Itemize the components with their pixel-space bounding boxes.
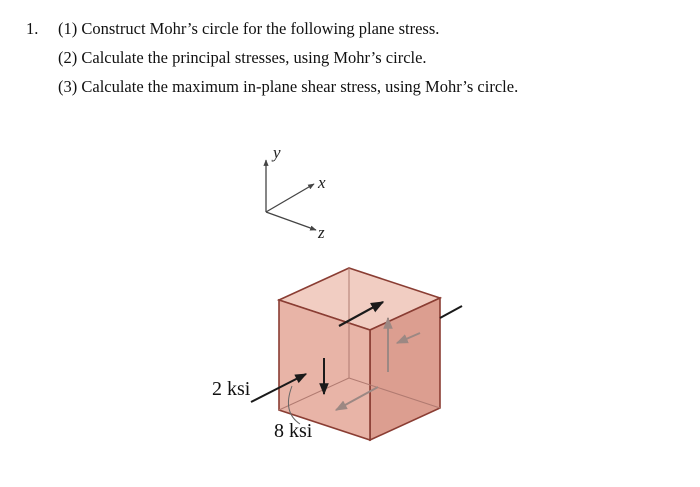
shear-stress-label: 8 ksi (274, 420, 313, 442)
stress-cube (279, 268, 440, 440)
problem-number: 1. (26, 19, 39, 38)
coordinate-axes (266, 143, 326, 242)
y-axis-label: y (273, 143, 281, 162)
x-axis-arrow (266, 184, 314, 212)
normal-stress-line-right (440, 306, 462, 318)
normal-stress-label: 2 ksi (212, 378, 251, 400)
part-1-text: (1) Construct Mohr’s circle for the following plane stress. (58, 19, 440, 38)
part-2-text: (2) Calculate the principal stresses, using Mohr’s circle. (58, 48, 427, 67)
z-axis-arrow (266, 212, 316, 230)
z-axis-label: z (318, 223, 325, 242)
x-axis-label: x (318, 173, 326, 192)
part-3-text: (3) Calculate the maximum in-plane shear stress, using Mohr’s circle. (58, 77, 519, 96)
